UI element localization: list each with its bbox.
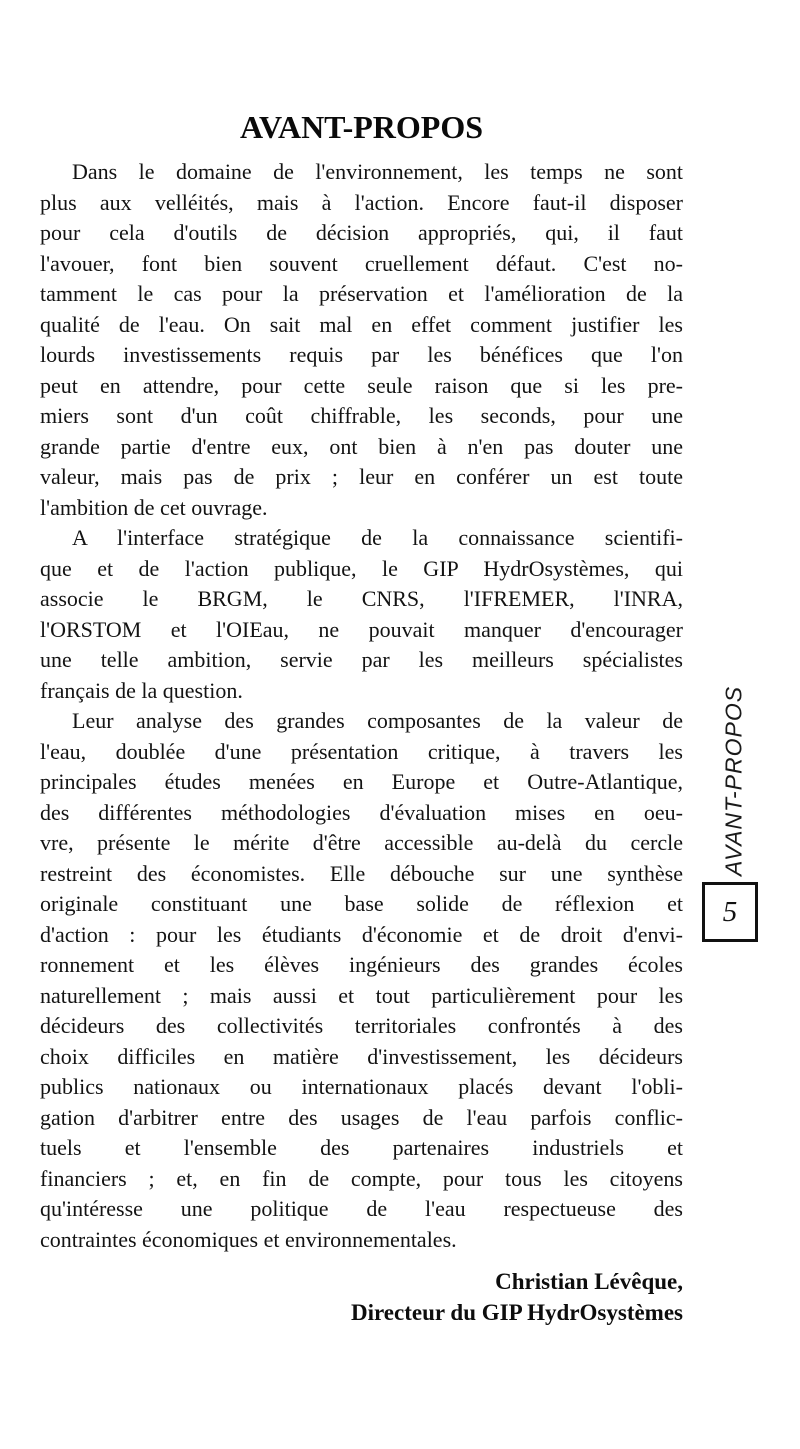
text-line: qu'intéresse une politique de l'eau respectueuse des xyxy=(40,1196,683,1221)
text-line: choix difficiles en matière d'investissement, les décideurs xyxy=(40,1043,683,1069)
body-text xyxy=(40,157,683,1255)
signature-name: Christian Lévêque, xyxy=(495,1269,683,1294)
page-number-box xyxy=(702,882,758,942)
text-line: l'ORSTOM et l'OIEau, ne pouvait manquer d'encourager xyxy=(40,616,683,642)
text-line: publics nationaux ou internationaux placés devant l'obli- xyxy=(40,1074,683,1099)
text-line: ronnement et les élèves ingénieurs des grandes écoles xyxy=(40,952,683,977)
text-line: vre, présente le mérite d'être accessible au-delà du cercle xyxy=(40,830,683,855)
text-line: qualité de l'eau. On sait mal en effet comment justifier les xyxy=(40,311,683,337)
text-line: l'eau, doublée d'une présentation critique, à travers les xyxy=(40,738,683,764)
text-line: grande partie d'entre eux, ont bien à n'en pas douter une xyxy=(40,433,683,459)
text-line: miers sont d'un coût chiffrable, les seconds, pour une xyxy=(40,403,683,428)
text-line: que et de l'action publique, le GIP HydrOsystèmes, qui xyxy=(40,555,683,581)
text-line: originale constituant une base solide de réflexion et xyxy=(40,891,683,916)
page-number: 5 xyxy=(722,895,738,928)
text-line: tamment le cas pour la préservation et l'amélioration de la xyxy=(40,281,683,306)
text-line: Dans le domaine de l'environnement, les temps ne sont xyxy=(72,159,683,184)
text-line: financiers ; et, en fin de compte, pour tous les citoyens xyxy=(40,1165,683,1191)
text-line: gation d'arbitrer entre des usages de l'eau parfois conflic- xyxy=(40,1104,683,1130)
page-title: AVANT-PROPOS xyxy=(239,109,484,146)
text-line: principales études menées en Europe et Outre-Atlantique, xyxy=(40,769,683,794)
text-line: naturellement ; mais aussi et tout particulièrement pour les xyxy=(40,982,683,1008)
margin-chapter-label: AVANT-PROPOS xyxy=(720,685,747,877)
text-line: plus aux velléités, mais à l'action. Encore faut-il disposer xyxy=(40,189,683,215)
text-line: décideurs des collectivités territoriales confrontés à des xyxy=(40,1013,683,1038)
text-line: des différentes méthodologies d'évaluation mises en oeu- xyxy=(40,799,683,825)
text-line: français de la question. xyxy=(40,677,243,703)
text-line: peut en attendre, pour cette seule raison que si les pre- xyxy=(40,372,683,398)
text-line: Leur analyse des grandes composantes de la valeur de xyxy=(72,708,683,733)
text-line: pour cela d'outils de décision appropriés, qui, il faut xyxy=(40,220,683,245)
text-line: l'ambition de cet ouvrage. xyxy=(40,494,268,520)
text-line: l'avouer, font bien souvent cruellement défaut. C'est no- xyxy=(40,250,683,276)
text-line: restreint des économistes. Elle débouche sur une synthèse xyxy=(40,860,683,886)
text-line: lourds investissements requis par les bénéfices que l'on xyxy=(40,342,683,367)
signature-block xyxy=(40,1266,683,1328)
paragraph-2 xyxy=(40,523,683,706)
paragraph-3 xyxy=(40,706,683,1255)
text-line: A l'interface stratégique de la connaissance scientifi- xyxy=(72,525,683,550)
text-line: une telle ambition, servie par les meilleurs spécialistes xyxy=(40,647,683,672)
text-line: d'action : pour les étudiants d'économie et de droit d'envi- xyxy=(40,921,683,947)
text-line: contraintes économiques et environnementales. xyxy=(40,1226,457,1252)
text-line: tuels et l'ensemble des partenaires industriels et xyxy=(40,1135,683,1160)
signature-role: Directeur du GIP HydrOsystèmes xyxy=(351,1300,683,1325)
text-line: valeur, mais pas de prix ; leur en conférer un est toute xyxy=(40,464,683,489)
text-line: associe le BRGM, le CNRS, l'IFREMER, l'INRA, xyxy=(40,586,683,611)
paragraph-1 xyxy=(40,157,683,523)
